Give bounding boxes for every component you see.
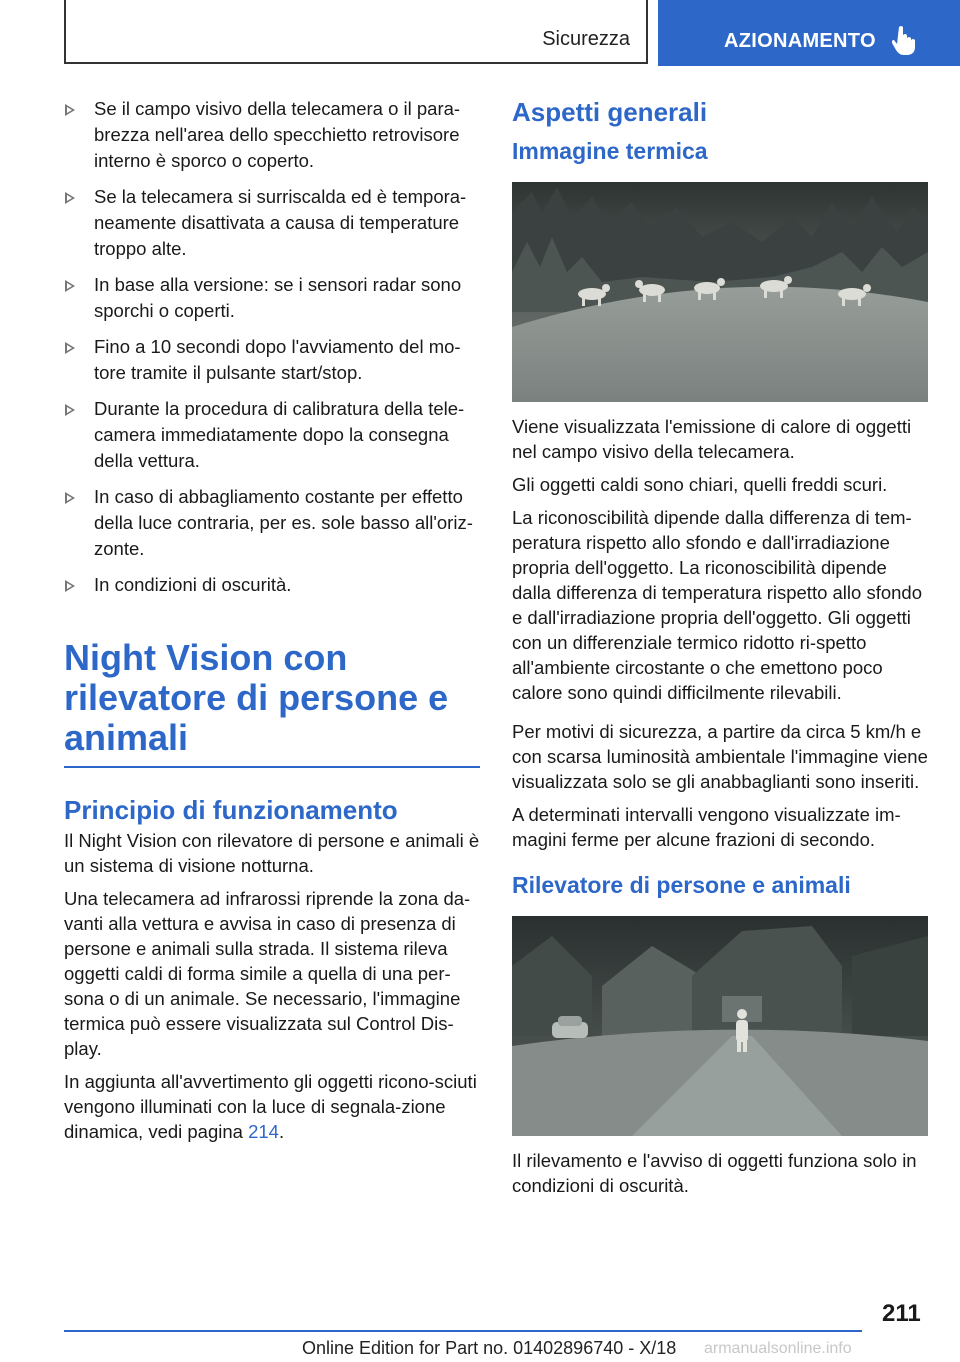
page-link[interactable]: 214 — [248, 1121, 279, 1142]
list-item — [64, 272, 480, 324]
list-item — [64, 96, 480, 174]
thermal-paragraph-4: Per motivi di sicurezza, a partire da circa 5 km/h e con scarsa luminosità ambientale l'immagine viene visualizzata solo se gli anabbaglianti sono inseriti. — [512, 721, 928, 792]
list-item — [64, 484, 480, 562]
triangle-bullet-icon — [65, 580, 75, 592]
principle-paragraph-1: Il Night Vision con rilevatore di persone e animali è un sistema di visione notturna. — [64, 830, 480, 876]
thermal-image-heading: Immagine termica — [512, 138, 708, 164]
list-item-text: Se il campo visivo della telecamera o il para-brezza nell'area dello specchietto retrovisore interno è sporco o coperto. — [94, 98, 461, 171]
detector-paragraph: Il rilevamento e l'avviso di oggetti funziona solo in condizioni di oscurità. — [512, 1150, 917, 1196]
list-item — [64, 396, 480, 474]
header-section-box — [64, 0, 648, 64]
thermal-image-pedestrian — [512, 916, 928, 1136]
thermal-paragraph-2: Gli oggetti caldi sono chiari, quelli freddi scuri. — [512, 474, 888, 495]
principle-heading: Principio di funzionamento — [64, 795, 398, 825]
list-item-text: Fino a 10 secondi dopo l'avviamento del mo-tore tramite il pulsante start/stop. — [94, 336, 461, 383]
header-section-label: Sicurezza — [542, 28, 630, 50]
footer-edition: Online Edition for Part no. 01402896740 - X/18 — [302, 1338, 677, 1358]
condition-list — [64, 96, 480, 598]
thermal-image-animals — [512, 182, 928, 402]
watermark: armanualsonline.info — [704, 1340, 852, 1357]
triangle-bullet-icon — [65, 280, 75, 292]
triangle-bullet-icon — [65, 492, 75, 504]
principle-paragraph-2: Una telecamera ad infrarossi riprende la zona da-vanti alla vettura e avvisa in caso di presenza di persone e animali sulla strada. Il sistema rileva oggetti caldi di forma simile a quella di una per-sona o di un animale. Se necessario, l'immagine termica può essere visualizzata sul Control Dis-play. — [64, 888, 471, 1059]
general-heading: Aspetti generali — [512, 97, 708, 127]
left-column — [64, 96, 480, 1152]
principle-paragraph-3: In aggiunta all'avvertimento gli oggetti ricono-sciuti vengono illuminati con la luce di segnala-zione dinamica, vedi pagina 214. — [64, 1071, 477, 1142]
triangle-bullet-icon — [65, 342, 75, 354]
page-number: 211 — [882, 1300, 921, 1327]
list-item-text: Se la telecamera si surriscalda ed è tempora-neamente disattivata a causa di temperature troppo alte. — [94, 186, 467, 259]
list-item-text: In condizioni di oscurità. — [94, 574, 292, 595]
footer-divider — [64, 1330, 862, 1332]
right-column — [512, 96, 930, 1206]
section-title: Night Vision con rilevatore di persone e animali — [64, 638, 480, 768]
list-item — [64, 184, 480, 262]
header-chapter-label: AZIONAMENTO — [724, 30, 876, 52]
list-item-text: In base alla versione: se i sensori radar sono sporchi o coperti. — [94, 274, 462, 321]
detector-heading: Rilevatore di persone e animali — [512, 872, 851, 898]
header-chapter-tab[interactable] — [658, 0, 960, 66]
list-item — [64, 572, 480, 598]
hand-pointer-icon — [892, 24, 918, 56]
triangle-bullet-icon — [65, 192, 75, 204]
thermal-paragraph-5: A determinati intervalli vengono visualizzate im-magini ferme per alcune frazioni di secondo. — [512, 804, 901, 850]
list-item-text: Durante la procedura di calibratura della tele-camera immediatamente dopo la consegna della vettura. — [94, 398, 465, 471]
thermal-paragraph-3: La riconoscibilità dipende dalla differenza di tem-peratura rispetto allo sfondo e dall'irradiazione propria dell'oggetto. La riconoscibilità dipende dalla differenza di temperatura rispetto allo sfondo e dall'irradiazione propria dell'oggetto. Gli oggetti con un differenziale termico ridotto ri-spetto all'ambiente circostante o che emettono poco calore sono quindi difficilmente rilevabili. — [512, 507, 922, 703]
triangle-bullet-icon — [65, 404, 75, 416]
list-item-text: In caso di abbagliamento costante per effetto della luce contraria, per es. sole basso all'oriz-zonte. — [94, 486, 473, 559]
triangle-bullet-icon — [65, 104, 75, 116]
list-item — [64, 334, 480, 386]
thermal-paragraph-1: Viene visualizzata l'emissione di calore di oggetti nel campo visivo della telecamera. — [512, 416, 912, 462]
